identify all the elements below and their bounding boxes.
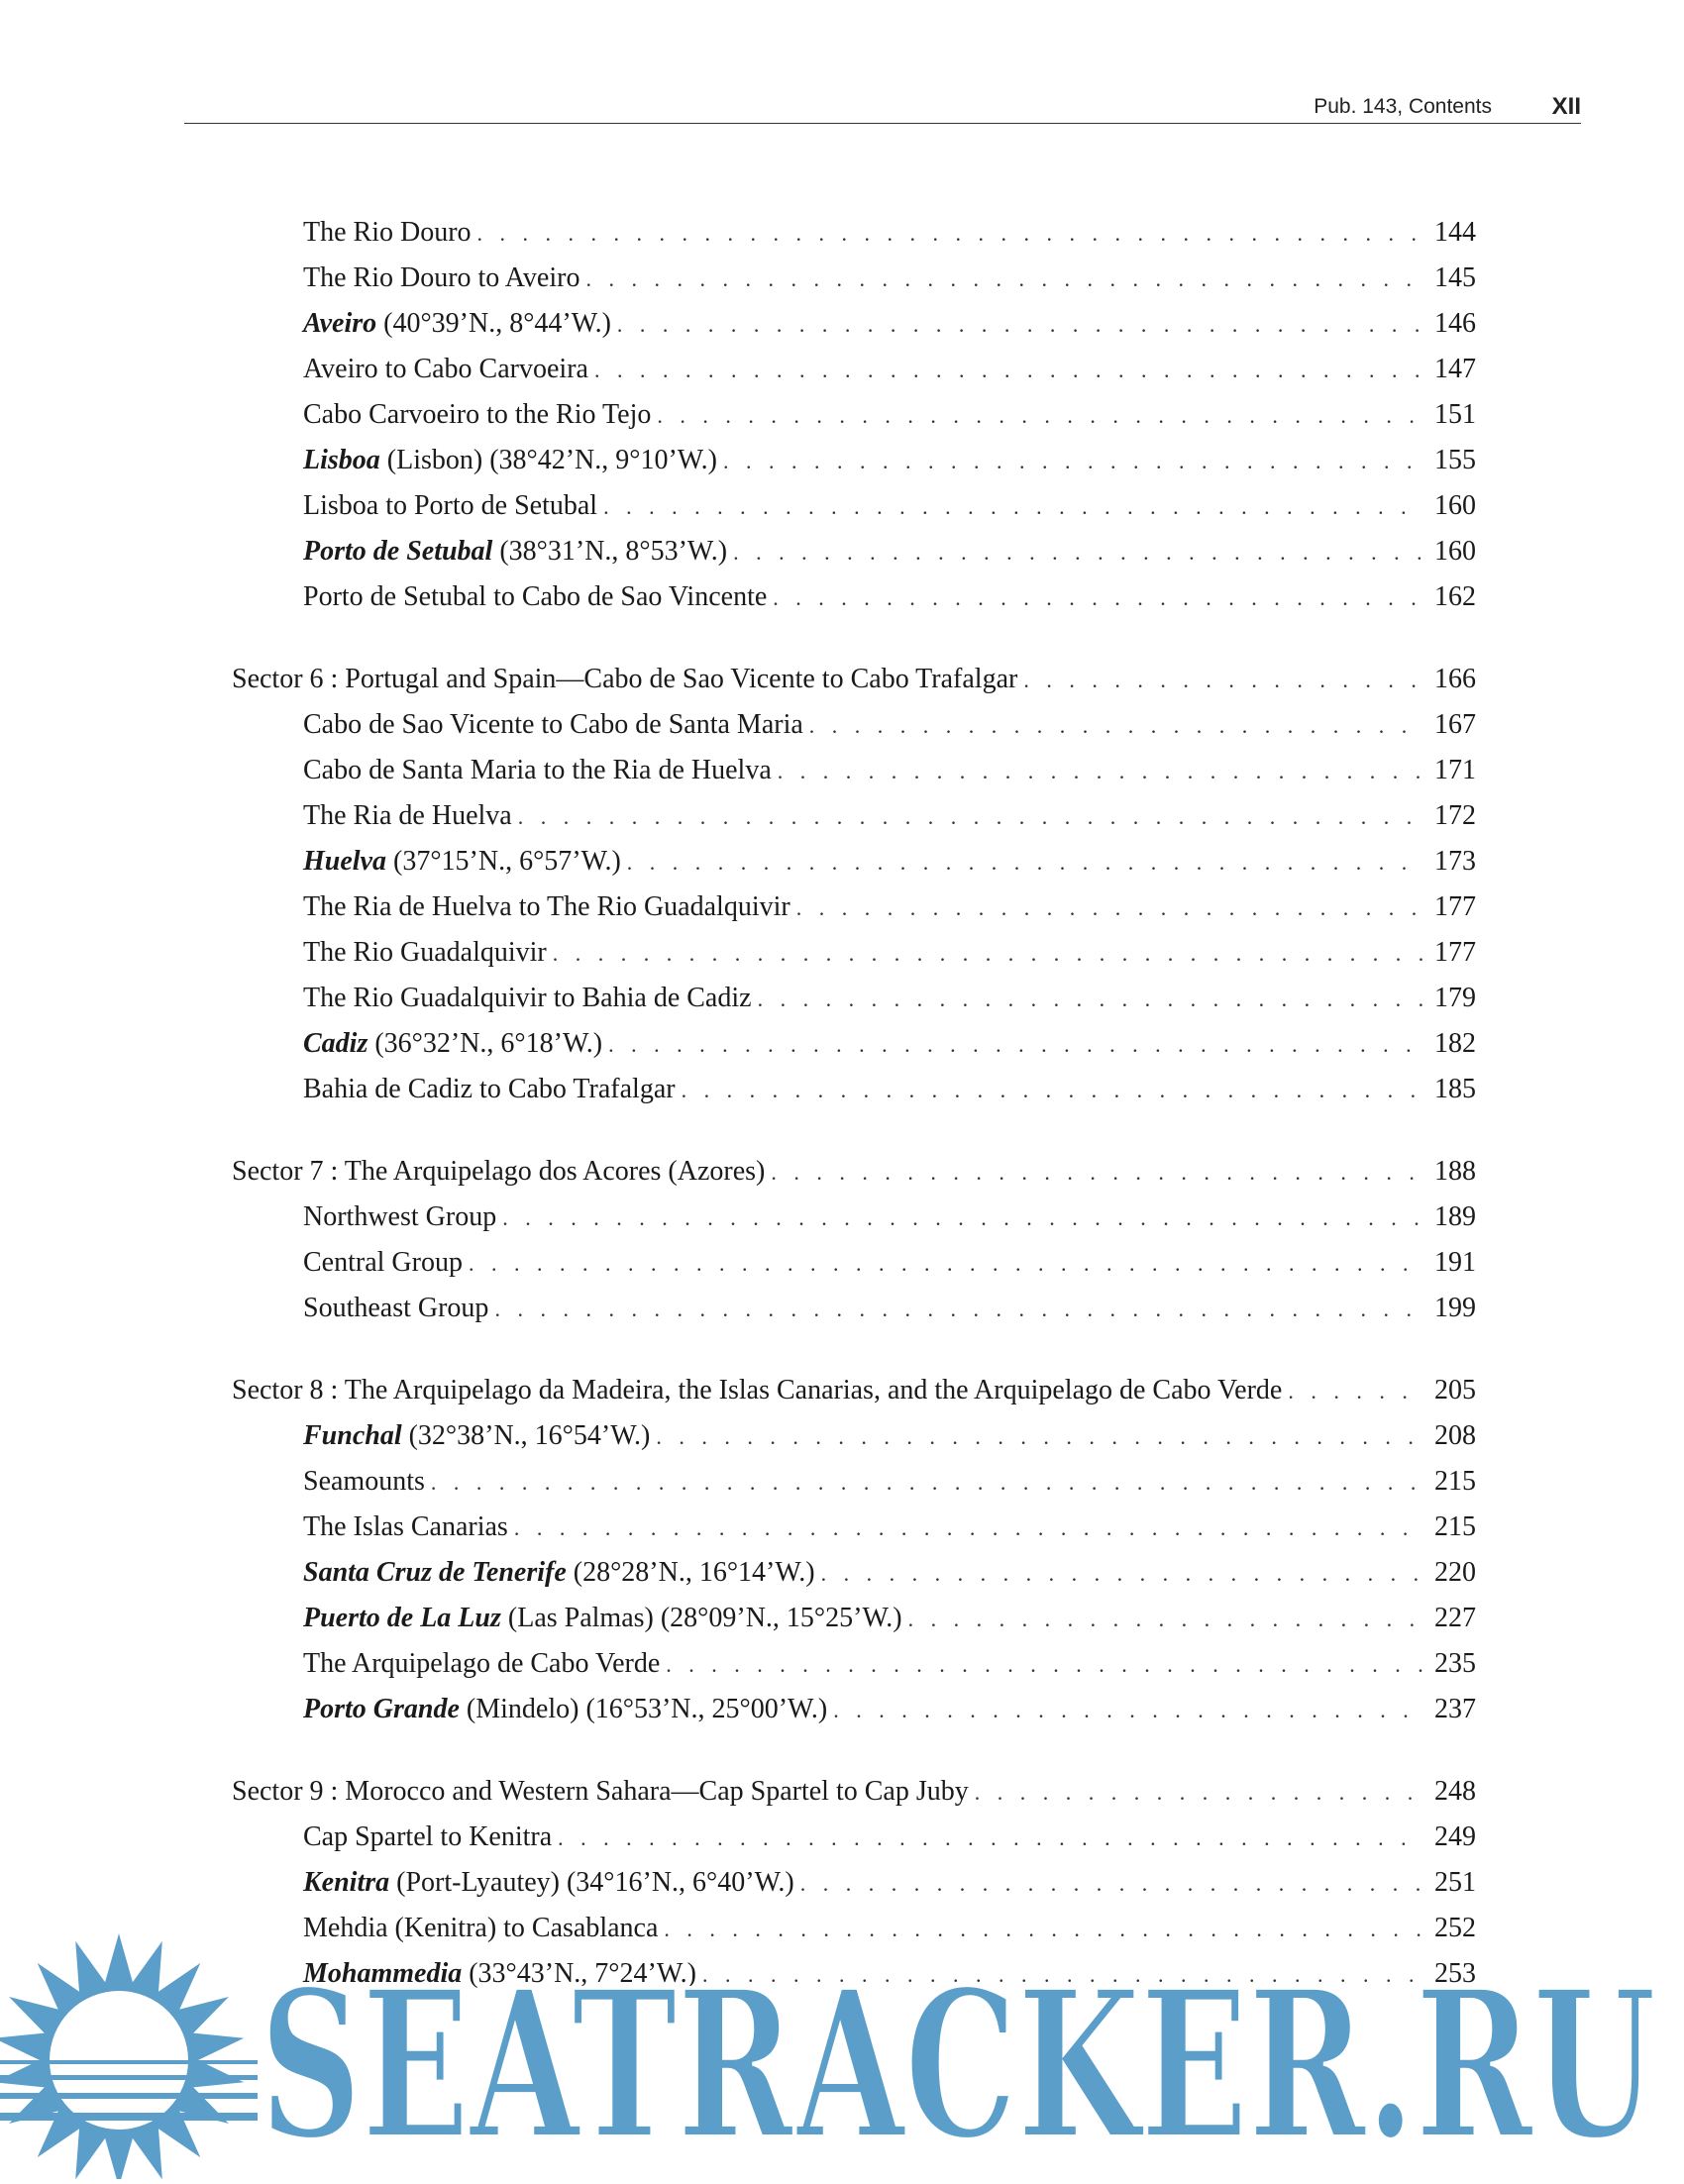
toc-entry-row[interactable] (232, 1641, 1476, 1687)
toc-entry-label (303, 574, 767, 620)
toc-page-number: 199 (1434, 1293, 1476, 1323)
toc-group (232, 1149, 1476, 1331)
toc-entry-row[interactable] (232, 1596, 1476, 1641)
toc-entry-text: The Rio Douro to Aveiro (303, 262, 580, 293)
toc-page-number: 166 (1434, 664, 1476, 694)
toc-page-number: 177 (1434, 891, 1476, 922)
toc-entry-label (303, 1459, 425, 1505)
toc-port-name: Aveiro (303, 308, 377, 339)
toc-entry-text: The Rio Guadalquivir to Bahia de Cadiz (303, 983, 752, 1013)
toc-page-number: 145 (1434, 262, 1476, 293)
toc-port-name: Porto Grande (303, 1694, 460, 1724)
dot-leader (553, 931, 1424, 976)
dot-leader (514, 1506, 1424, 1550)
toc-sector-row[interactable] (232, 657, 1476, 702)
toc-entry-text: (40°39’N., 8°44’W.) (376, 308, 611, 339)
toc-entry-label (303, 1505, 508, 1550)
toc-entry-label (303, 1815, 552, 1860)
dot-leader (608, 1022, 1424, 1067)
toc-page-number: 215 (1434, 1511, 1476, 1542)
toc-page-number: 215 (1434, 1466, 1476, 1497)
dot-leader (758, 977, 1424, 1021)
toc-entry-row[interactable] (232, 1240, 1476, 1286)
toc-page-number: 171 (1434, 755, 1476, 785)
toc-entry-row[interactable] (232, 1860, 1476, 1906)
toc-entry-text: (Lisbon) (38°42’N., 9°10’W.) (379, 445, 717, 475)
toc-entry-row[interactable] (232, 702, 1476, 748)
dot-leader (778, 749, 1424, 793)
toc-entry-label (303, 483, 597, 529)
toc-entry-label (303, 839, 621, 884)
toc-entry-text: (37°15’N., 6°57’W.) (386, 846, 621, 877)
toc-entry-text: The Ria de Huelva (303, 800, 512, 831)
toc-entry-label (303, 930, 547, 976)
dot-leader (908, 1597, 1424, 1641)
toc-entry-text: Cabo de Santa Maria to the Ria de Huelva (303, 755, 772, 785)
dot-leader (1288, 1369, 1424, 1413)
dot-leader (771, 1150, 1424, 1195)
toc-entry-text: Cabo de Sao Vicente to Cabo de Santa Maria (303, 709, 803, 740)
toc-entry-row[interactable] (232, 1413, 1476, 1459)
dot-leader (733, 530, 1424, 574)
toc-entry-label (303, 702, 803, 748)
watermark (0, 1926, 1684, 2179)
dot-leader (518, 794, 1424, 839)
dot-leader (809, 703, 1424, 748)
toc-entry-text: (Las Palmas) (28°09’N., 15°25’W.) (500, 1603, 902, 1633)
toc-page-number: 172 (1434, 800, 1476, 831)
dot-leader (494, 1287, 1424, 1331)
toc-page-number: 182 (1434, 1028, 1476, 1059)
toc-entry-row[interactable] (232, 1505, 1476, 1550)
toc-entry-text: (28°28’N., 16°14’W.) (566, 1557, 815, 1588)
toc-entry-text: Mehdia (Kenitra) to Casablanca (303, 1913, 659, 1943)
toc-page-number: 173 (1434, 846, 1476, 877)
toc-page-number: 191 (1434, 1247, 1476, 1278)
watermark-text: SEATRACKER.RU (260, 1945, 1656, 2179)
toc-entry-row[interactable] (232, 1067, 1476, 1112)
toc-entry-label (303, 748, 772, 793)
toc-entry-label (303, 347, 588, 392)
toc-page-number: 249 (1434, 1821, 1476, 1852)
toc-entry-text: The Arquipelago de Cabo Verde (303, 1648, 661, 1679)
toc-entry-label (303, 1195, 496, 1240)
dot-leader (558, 1816, 1424, 1860)
header-page-number: XII (1551, 93, 1581, 120)
toc-entry-row[interactable] (232, 839, 1476, 884)
watermark-graphic (0, 1926, 1684, 2179)
toc-port-name: Huelva (303, 846, 386, 877)
toc-page-number: 208 (1434, 1420, 1476, 1451)
toc-entry-text: Seamounts (303, 1466, 425, 1497)
toc-entry-row[interactable] (232, 529, 1476, 574)
toc-page-number: 144 (1434, 217, 1476, 248)
page-header (184, 91, 1581, 124)
toc-entry-label (303, 256, 579, 301)
toc-entry-row[interactable] (232, 1815, 1476, 1860)
toc-entry-label (303, 884, 790, 930)
toc-entry-text: Northwest Group (303, 1201, 497, 1232)
toc-sector-label: Sector 6 : Portugal and Spain—Cabo de Sao Vicente to Cabo Trafalgar (232, 664, 1018, 694)
toc-entry-row[interactable] (232, 256, 1476, 301)
toc-page-number: 179 (1434, 983, 1476, 1013)
toc-page-number: 162 (1434, 581, 1476, 612)
toc-page-number: 147 (1434, 354, 1476, 384)
toc-entry-label (303, 1240, 463, 1286)
toc-page-number: 167 (1434, 709, 1476, 740)
toc-entry-row[interactable] (232, 1459, 1476, 1505)
dot-leader (477, 211, 1424, 256)
toc-entry-label (303, 1067, 676, 1112)
toc-entry-text: (33°43’N., 7°24’W.) (462, 1958, 697, 1989)
toc-entry-text: Cabo Carvoeiro to the Rio Tejo (303, 399, 652, 430)
toc-entry-text: The Rio Guadalquivir (303, 937, 547, 968)
toc-entry-label (303, 793, 512, 839)
toc-page-number: 146 (1434, 308, 1476, 339)
toc-entry-row[interactable] (232, 574, 1476, 620)
toc-port-name: Kenitra (303, 1867, 390, 1898)
toc-page-number: 177 (1434, 937, 1476, 968)
dot-leader (585, 257, 1424, 301)
toc-page-number: 220 (1434, 1557, 1476, 1588)
toc-entry-text: The Rio Douro (303, 217, 472, 248)
toc-page-number: 185 (1434, 1074, 1476, 1104)
toc-entry-label (303, 1286, 488, 1331)
header-title: Pub. 143, Contents (1314, 95, 1492, 118)
dot-leader (666, 1642, 1424, 1687)
dot-leader (773, 575, 1424, 620)
toc-entry-label (303, 210, 472, 256)
toc-sector-row[interactable] (232, 1149, 1476, 1195)
toc-entry-text: (Port-Lyautey) (34°16’N., 6°40’W.) (389, 1867, 794, 1898)
toc-entry-label (303, 976, 752, 1021)
dot-leader (821, 1551, 1424, 1596)
toc-entry-text: (38°31’N., 8°53’W.) (492, 536, 728, 567)
toc-page-number: 251 (1434, 1867, 1476, 1898)
toc-page-number: 188 (1434, 1156, 1476, 1187)
toc-entry-text: Aveiro to Cabo Carvoeira (303, 354, 588, 384)
toc-entry-label (303, 1596, 902, 1641)
dot-leader (657, 393, 1424, 438)
toc-entry-row[interactable] (232, 438, 1476, 483)
toc-entry-text: Cap Spartel to Kenitra (303, 1821, 553, 1852)
toc-port-name: Cadiz (303, 1028, 368, 1059)
toc-entry-row[interactable] (232, 793, 1476, 839)
toc-page-number: 155 (1434, 445, 1476, 475)
toc-entry-row[interactable] (232, 1550, 1476, 1596)
dot-leader (975, 1770, 1424, 1815)
toc-entry-text: The Islas Canarias (303, 1511, 508, 1542)
toc-group (232, 1368, 1476, 1732)
toc-entry-text: (Mindelo) (16°53’N., 25°00’W.) (459, 1694, 828, 1724)
toc-entry-label (303, 1550, 815, 1596)
toc-entry-label (303, 438, 717, 483)
toc-entry-label (303, 1641, 660, 1687)
toc-entry-row[interactable] (232, 976, 1476, 1021)
toc-entry-label (303, 1860, 794, 1906)
toc-page-number: 227 (1434, 1603, 1476, 1633)
toc-sector-label: Sector 8 : The Arquipelago da Madeira, the Islas Canarias, and the Arquipelago de Cabo Verde (232, 1375, 1283, 1405)
toc-entry-label (303, 529, 727, 574)
dot-leader (656, 1414, 1424, 1459)
toc-page-number: 253 (1434, 1958, 1476, 1989)
dot-leader (1023, 658, 1424, 702)
toc-entry-text: (36°32’N., 6°18’W.) (368, 1028, 603, 1059)
toc-page-number: 151 (1434, 399, 1476, 430)
toc-entry-row[interactable] (232, 347, 1476, 392)
toc-port-name: Puerto de La Luz (303, 1603, 501, 1633)
toc-entry-row[interactable] (232, 210, 1476, 256)
toc-entry-row[interactable] (232, 1286, 1476, 1331)
toc-group (232, 210, 1476, 620)
toc-sector-label: Sector 9 : Morocco and Western Sahara—Cap Spartel to Cap Juby (232, 1776, 969, 1807)
toc-port-name: Lisboa (303, 445, 380, 475)
dot-leader (723, 439, 1424, 483)
toc-page-number: 252 (1434, 1913, 1476, 1943)
toc-entry-label (303, 392, 651, 438)
dot-leader (594, 348, 1424, 392)
toc-page-number: 235 (1434, 1648, 1476, 1679)
toc-sector-row[interactable] (232, 1769, 1476, 1815)
toc-page-number: 205 (1434, 1375, 1476, 1405)
toc-entry-row[interactable] (232, 483, 1476, 529)
toc-entry-label (303, 1413, 650, 1459)
toc-entry-row[interactable] (232, 748, 1476, 793)
toc-entry-text: Southeast Group (303, 1293, 489, 1323)
toc-entry-label (303, 301, 611, 347)
toc-port-name: Santa Cruz de Tenerife (303, 1557, 567, 1588)
table-of-contents (232, 210, 1476, 1997)
toc-entry-row[interactable] (232, 392, 1476, 438)
dot-leader (800, 1861, 1424, 1906)
toc-port-name: Porto de Setubal (303, 536, 493, 567)
toc-page-number: 160 (1434, 490, 1476, 521)
toc-entry-row[interactable] (232, 884, 1476, 930)
toc-entry-text: Bahia de Cadiz to Cabo Trafalgar (303, 1074, 676, 1104)
toc-entry-label (303, 1021, 602, 1067)
toc-entry-text: Lisboa to Porto de Setubal (303, 490, 598, 521)
dot-leader (833, 1688, 1424, 1732)
toc-sector-row[interactable] (232, 1368, 1476, 1413)
toc-entry-text: Central Group (303, 1247, 463, 1278)
toc-entry-label (303, 1687, 827, 1732)
toc-group (232, 657, 1476, 1112)
dot-leader (431, 1460, 1424, 1505)
dot-leader (603, 484, 1424, 529)
toc-entry-row[interactable] (232, 1687, 1476, 1732)
sun-icon (0, 1933, 258, 2179)
toc-entry-row[interactable] (232, 301, 1476, 347)
toc-entry-text: Porto de Setubal to Cabo de Sao Vincente (303, 581, 768, 612)
dot-leader (796, 885, 1424, 930)
toc-page-number: 189 (1434, 1201, 1476, 1232)
toc-port-name: Funchal (303, 1420, 402, 1451)
toc-port-name: Mohammedia (303, 1958, 463, 1989)
toc-entry-text: The Ria de Huelva to The Rio Guadalquivir (303, 891, 790, 922)
dot-leader (627, 840, 1424, 884)
dot-leader (502, 1196, 1424, 1240)
toc-page-number: 248 (1434, 1776, 1476, 1807)
dot-leader (469, 1241, 1424, 1286)
dot-leader (682, 1068, 1424, 1112)
toc-entry-row[interactable] (232, 1195, 1476, 1240)
dot-leader (617, 302, 1424, 347)
toc-sector-label: Sector 7 : The Arquipelago dos Acores (Azores) (232, 1156, 766, 1187)
toc-page-number: 160 (1434, 536, 1476, 567)
toc-entry-row[interactable] (232, 1021, 1476, 1067)
toc-page-number: 237 (1434, 1694, 1476, 1724)
toc-entry-row[interactable] (232, 930, 1476, 976)
toc-entry-text: (32°38’N., 16°54’W.) (401, 1420, 651, 1451)
